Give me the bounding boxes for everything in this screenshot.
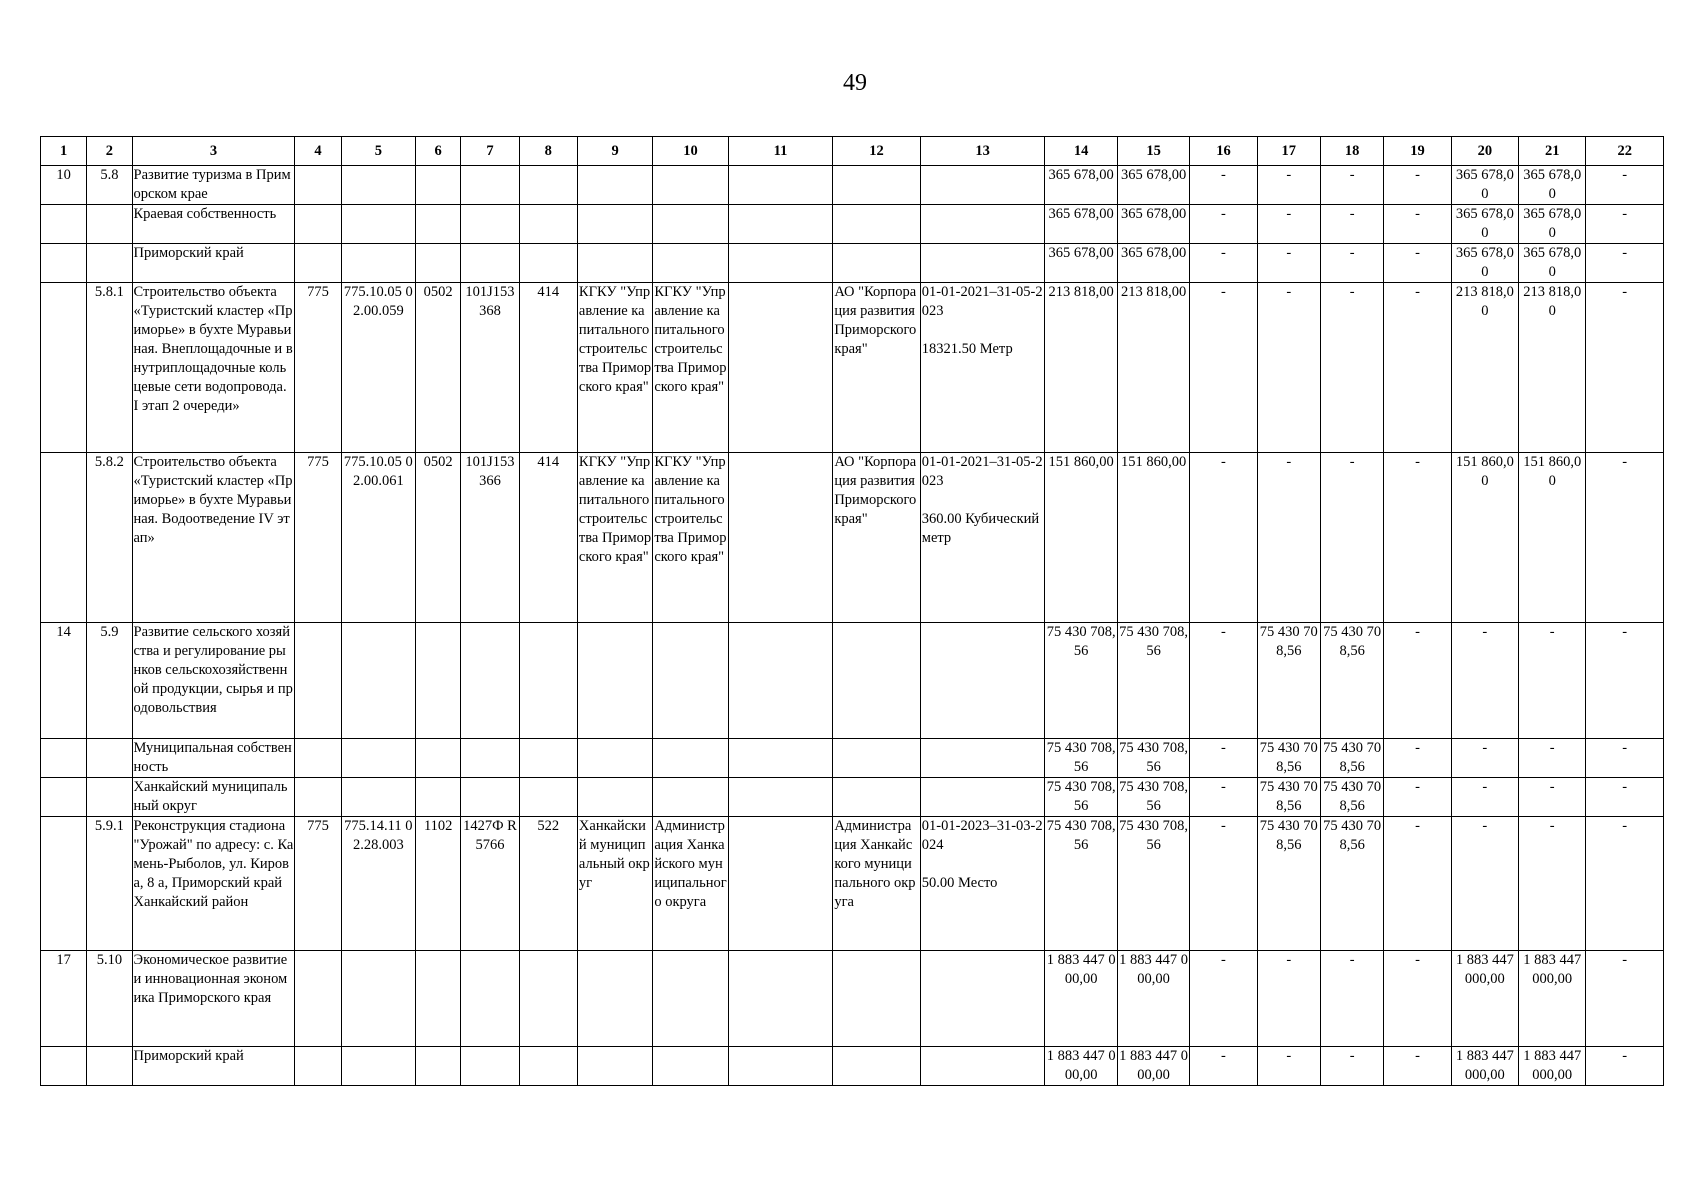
col-14-amount-cell: 1 883 447 000,00	[1045, 1047, 1117, 1086]
col-16-amount-cell: -	[1190, 623, 1257, 739]
header-cell: 3	[132, 137, 295, 166]
col-16-amount-cell: -	[1190, 778, 1257, 817]
col-14-amount-cell: 1 883 447 000,00	[1045, 951, 1117, 1047]
header-cell: 6	[416, 137, 461, 166]
col-18-amount-cell: 75 430 708,56	[1320, 817, 1383, 951]
header-cell: 20	[1451, 137, 1518, 166]
col-20-amount-cell: 365 678,00	[1451, 205, 1518, 244]
col-21-amount-cell: 1 883 447 000,00	[1519, 1047, 1586, 1086]
grbs-code-cell	[295, 244, 341, 283]
col-17-amount-cell: 75 430 708,56	[1257, 739, 1320, 778]
object-name-cell: Развитие сельского хозяйства и регулирование рынков сельскохозяйственной продукции, сырья и продовольствия	[132, 623, 295, 739]
col-17-amount-cell: 75 430 708,56	[1257, 817, 1320, 951]
expense-type-cell: 414	[519, 453, 577, 623]
table-row	[41, 283, 1664, 453]
target-article-cell	[341, 205, 415, 244]
header-cell: 11	[728, 137, 833, 166]
col-19-amount-cell: -	[1384, 283, 1451, 453]
col-16-amount-cell: -	[1190, 205, 1257, 244]
col-22-amount-cell: -	[1586, 205, 1664, 244]
col-21-amount-cell: 213 818,00	[1519, 283, 1586, 453]
expense-type-cell	[519, 244, 577, 283]
header-cell: 4	[295, 137, 341, 166]
row-number-cell: 10	[41, 166, 87, 205]
col-17-amount-cell: -	[1257, 951, 1320, 1047]
row-number-cell	[41, 778, 87, 817]
col-18-amount-cell: -	[1320, 951, 1383, 1047]
expense-article-cell	[461, 166, 519, 205]
col-21-amount-cell: -	[1519, 778, 1586, 817]
col-19-amount-cell: -	[1384, 1047, 1451, 1086]
target-article-cell	[341, 623, 415, 739]
row-number-cell	[41, 453, 87, 623]
col-19-amount-cell: -	[1384, 244, 1451, 283]
col-21-amount-cell: -	[1519, 739, 1586, 778]
col-20-amount-cell: 1 883 447 000,00	[1451, 1047, 1518, 1086]
expense-type-cell	[519, 1047, 577, 1086]
col-22-amount-cell: -	[1586, 778, 1664, 817]
col-16-amount-cell: -	[1190, 1047, 1257, 1086]
developer-cell	[833, 166, 920, 205]
col-14-amount-cell: 365 678,00	[1045, 205, 1117, 244]
recipient-cell	[577, 205, 652, 244]
col-16-amount-cell: -	[1190, 166, 1257, 205]
header-cell: 19	[1384, 137, 1451, 166]
header-cell: 22	[1586, 137, 1664, 166]
col-17-amount-cell: -	[1257, 1047, 1320, 1086]
col-11-cell	[728, 453, 833, 623]
col-15-amount-cell: 75 430 708,56	[1117, 623, 1189, 739]
table-row	[41, 244, 1664, 283]
target-article-cell: 775.10.05 02.00.059	[341, 283, 415, 453]
col-15-amount-cell: 365 678,00	[1117, 244, 1189, 283]
expense-article-cell: 1427Ф R5766	[461, 817, 519, 951]
col-20-amount-cell: -	[1451, 778, 1518, 817]
col-15-amount-cell: 365 678,00	[1117, 166, 1189, 205]
grbs-code-cell	[295, 778, 341, 817]
table-row	[41, 817, 1664, 951]
section-cell: 0502	[416, 283, 461, 453]
header-cell: 9	[577, 137, 652, 166]
col-21-amount-cell: 365 678,00	[1519, 205, 1586, 244]
customer-cell: КГКУ "Управление капитального строительства Приморского края"	[653, 453, 728, 623]
col-11-cell	[728, 1047, 833, 1086]
target-article-cell	[341, 778, 415, 817]
table-row	[41, 1047, 1664, 1086]
header-row	[41, 137, 1664, 166]
col-22-amount-cell: -	[1586, 739, 1664, 778]
col-14-amount-cell: 75 430 708,56	[1045, 817, 1117, 951]
col-11-cell	[728, 166, 833, 205]
row-number-cell	[41, 205, 87, 244]
col-20-amount-cell: 213 818,00	[1451, 283, 1518, 453]
section-code-cell	[87, 244, 132, 283]
col-20-amount-cell: -	[1451, 623, 1518, 739]
developer-cell: АО "Корпорация развития Приморского края"	[833, 283, 920, 453]
col-19-amount-cell: -	[1384, 166, 1451, 205]
section-cell	[416, 166, 461, 205]
col-11-cell	[728, 244, 833, 283]
row-number-cell	[41, 1047, 87, 1086]
col-16-amount-cell: -	[1190, 244, 1257, 283]
grbs-code-cell	[295, 623, 341, 739]
col-17-amount-cell: 75 430 708,56	[1257, 623, 1320, 739]
col-16-amount-cell: -	[1190, 739, 1257, 778]
col-22-amount-cell: -	[1586, 453, 1664, 623]
expense-type-cell	[519, 205, 577, 244]
object-name-cell: Строительство объекта «Туристский кластер «Приморье» в бухте Муравьиная. Внеплощадочные и внутриплощадочные кольцевые сети водопровода. I этап 2 очереди»	[132, 283, 295, 453]
col-20-amount-cell: 151 860,00	[1451, 453, 1518, 623]
object-name-cell: Ханкайский муниципальный округ	[132, 778, 295, 817]
col-14-amount-cell: 213 818,00	[1045, 283, 1117, 453]
table-row	[41, 166, 1664, 205]
section-cell	[416, 778, 461, 817]
col-22-amount-cell: -	[1586, 283, 1664, 453]
expense-type-cell: 414	[519, 283, 577, 453]
col-22-amount-cell: -	[1586, 623, 1664, 739]
section-code-cell	[87, 739, 132, 778]
col-14-amount-cell: 75 430 708,56	[1045, 778, 1117, 817]
section-code-cell: 5.9	[87, 623, 132, 739]
header-cell: 21	[1519, 137, 1586, 166]
header-cell: 13	[920, 137, 1045, 166]
object-name-cell: Приморский край	[132, 1047, 295, 1086]
col-17-amount-cell: -	[1257, 283, 1320, 453]
section-code-cell: 5.8	[87, 166, 132, 205]
section-cell	[416, 623, 461, 739]
row-number-cell	[41, 739, 87, 778]
row-number-cell	[41, 817, 87, 951]
col-18-amount-cell: 75 430 708,56	[1320, 778, 1383, 817]
col-20-amount-cell: -	[1451, 739, 1518, 778]
col-20-amount-cell: -	[1451, 817, 1518, 951]
header-cell: 15	[1117, 137, 1189, 166]
developer-cell	[833, 951, 920, 1047]
object-name-cell: Реконструкция стадиона "Урожай" по адресу: с. Камень-Рыболов, ул. Кирова, 8 а, Приморский край Ханкайский район	[132, 817, 295, 951]
row-number-cell: 14	[41, 623, 87, 739]
col-17-amount-cell: 75 430 708,56	[1257, 778, 1320, 817]
recipient-cell	[577, 166, 652, 205]
col-18-amount-cell: -	[1320, 166, 1383, 205]
developer-cell	[833, 205, 920, 244]
period-and-capacity-cell	[920, 951, 1045, 1047]
recipient-cell	[577, 244, 652, 283]
col-11-cell	[728, 283, 833, 453]
developer-cell	[833, 623, 920, 739]
period-and-capacity-cell: 01-01-2023–31-03-2024 50.00 Место	[920, 817, 1045, 951]
header-cell: 17	[1257, 137, 1320, 166]
section-cell: 0502	[416, 453, 461, 623]
col-21-amount-cell: 151 860,00	[1519, 453, 1586, 623]
developer-cell	[833, 778, 920, 817]
expense-article-cell	[461, 1047, 519, 1086]
col-19-amount-cell: -	[1384, 205, 1451, 244]
recipient-cell	[577, 739, 652, 778]
target-article-cell: 775.14.11 02.28.003	[341, 817, 415, 951]
section-code-cell	[87, 778, 132, 817]
col-17-amount-cell: -	[1257, 453, 1320, 623]
section-cell	[416, 1047, 461, 1086]
header-cell: 8	[519, 137, 577, 166]
customer-cell	[653, 739, 728, 778]
section-code-cell	[87, 1047, 132, 1086]
col-14-amount-cell: 365 678,00	[1045, 244, 1117, 283]
expense-type-cell	[519, 951, 577, 1047]
expense-article-cell	[461, 739, 519, 778]
col-11-cell	[728, 205, 833, 244]
customer-cell	[653, 778, 728, 817]
col-18-amount-cell: -	[1320, 244, 1383, 283]
period-and-capacity-cell: 01-01-2021–31-05-2023 360.00 Кубический метр	[920, 453, 1045, 623]
col-21-amount-cell: 1 883 447 000,00	[1519, 951, 1586, 1047]
expense-type-cell	[519, 778, 577, 817]
section-cell	[416, 739, 461, 778]
header-cell: 2	[87, 137, 132, 166]
col-11-cell	[728, 951, 833, 1047]
col-16-amount-cell: -	[1190, 817, 1257, 951]
target-article-cell	[341, 1047, 415, 1086]
period-and-capacity-cell	[920, 166, 1045, 205]
grbs-code-cell	[295, 205, 341, 244]
period-and-capacity-cell	[920, 623, 1045, 739]
header-cell: 16	[1190, 137, 1257, 166]
header-cell: 5	[341, 137, 415, 166]
col-16-amount-cell: -	[1190, 283, 1257, 453]
table-row	[41, 951, 1664, 1047]
col-22-amount-cell: -	[1586, 166, 1664, 205]
col-21-amount-cell: 365 678,00	[1519, 244, 1586, 283]
col-11-cell	[728, 817, 833, 951]
expense-article-cell	[461, 778, 519, 817]
target-article-cell	[341, 951, 415, 1047]
col-22-amount-cell: -	[1586, 1047, 1664, 1086]
col-15-amount-cell: 75 430 708,56	[1117, 739, 1189, 778]
section-cell	[416, 244, 461, 283]
col-15-amount-cell: 365 678,00	[1117, 205, 1189, 244]
col-18-amount-cell: 75 430 708,56	[1320, 623, 1383, 739]
customer-cell: КГКУ "Управление капитального строительства Приморского края"	[653, 283, 728, 453]
col-11-cell	[728, 623, 833, 739]
col-18-amount-cell: -	[1320, 1047, 1383, 1086]
customer-cell	[653, 244, 728, 283]
section-cell	[416, 951, 461, 1047]
header-cell: 12	[833, 137, 920, 166]
expense-article-cell	[461, 244, 519, 283]
col-17-amount-cell: -	[1257, 244, 1320, 283]
expense-type-cell	[519, 166, 577, 205]
object-name-cell: Экономическое развитие и инновационная экономика Приморского края	[132, 951, 295, 1047]
period-and-capacity-cell	[920, 244, 1045, 283]
section-cell	[416, 205, 461, 244]
object-name-cell: Приморский край	[132, 244, 295, 283]
col-18-amount-cell: -	[1320, 453, 1383, 623]
section-code-cell: 5.9.1	[87, 817, 132, 951]
developer-cell: АО "Корпорация развития Приморского края"	[833, 453, 920, 623]
table-row	[41, 205, 1664, 244]
col-20-amount-cell: 365 678,00	[1451, 244, 1518, 283]
recipient-cell: КГКУ "Управление капитального строительства Приморского края"	[577, 453, 652, 623]
customer-cell	[653, 166, 728, 205]
col-19-amount-cell: -	[1384, 817, 1451, 951]
section-code-cell: 5.8.2	[87, 453, 132, 623]
section-code-cell: 5.10	[87, 951, 132, 1047]
header-cell: 1	[41, 137, 87, 166]
col-14-amount-cell: 365 678,00	[1045, 166, 1117, 205]
period-and-capacity-cell	[920, 1047, 1045, 1086]
col-15-amount-cell: 75 430 708,56	[1117, 778, 1189, 817]
grbs-code-cell: 775	[295, 817, 341, 951]
page-number: 49	[843, 70, 867, 96]
col-22-amount-cell: -	[1586, 244, 1664, 283]
col-19-amount-cell: -	[1384, 453, 1451, 623]
period-and-capacity-cell	[920, 778, 1045, 817]
expense-type-cell: 522	[519, 817, 577, 951]
header-cell: 14	[1045, 137, 1117, 166]
expense-article-cell	[461, 205, 519, 244]
col-21-amount-cell: -	[1519, 817, 1586, 951]
recipient-cell: Ханкайский муниципальный округ	[577, 817, 652, 951]
object-name-cell: Краевая собственность	[132, 205, 295, 244]
section-code-cell: 5.8.1	[87, 283, 132, 453]
customer-cell: Администрация Ханкайского муниципального округа	[653, 817, 728, 951]
col-15-amount-cell: 1 883 447 000,00	[1117, 951, 1189, 1047]
header-cell: 10	[653, 137, 728, 166]
col-18-amount-cell: -	[1320, 283, 1383, 453]
col-16-amount-cell: -	[1190, 951, 1257, 1047]
grbs-code-cell	[295, 166, 341, 205]
grbs-code-cell: 775	[295, 283, 341, 453]
col-19-amount-cell: -	[1384, 778, 1451, 817]
expense-type-cell	[519, 623, 577, 739]
table-row	[41, 623, 1664, 739]
col-15-amount-cell: 151 860,00	[1117, 453, 1189, 623]
row-number-cell	[41, 283, 87, 453]
col-16-amount-cell: -	[1190, 453, 1257, 623]
period-and-capacity-cell: 01-01-2021–31-05-2023 18321.50 Метр	[920, 283, 1045, 453]
object-name-cell: Строительство объекта «Туристский кластер «Приморье» в бухте Муравьиная. Водоотведение IV этап»	[132, 453, 295, 623]
recipient-cell	[577, 951, 652, 1047]
col-21-amount-cell: -	[1519, 623, 1586, 739]
object-name-cell: Муниципальная собственность	[132, 739, 295, 778]
customer-cell	[653, 205, 728, 244]
developer-cell: Администрация Ханкайского муниципального округа	[833, 817, 920, 951]
header-cell: 18	[1320, 137, 1383, 166]
expense-article-cell	[461, 951, 519, 1047]
customer-cell	[653, 951, 728, 1047]
col-15-amount-cell: 1 883 447 000,00	[1117, 1047, 1189, 1086]
target-article-cell: 775.10.05 02.00.061	[341, 453, 415, 623]
col-14-amount-cell: 75 430 708,56	[1045, 739, 1117, 778]
col-15-amount-cell: 75 430 708,56	[1117, 817, 1189, 951]
developer-cell	[833, 244, 920, 283]
col-18-amount-cell: 75 430 708,56	[1320, 739, 1383, 778]
col-20-amount-cell: 365 678,00	[1451, 166, 1518, 205]
header-cell: 7	[461, 137, 519, 166]
row-number-cell: 17	[41, 951, 87, 1047]
col-22-amount-cell: -	[1586, 817, 1664, 951]
row-number-cell	[41, 244, 87, 283]
col-11-cell	[728, 739, 833, 778]
table-row	[41, 739, 1664, 778]
table-row	[41, 453, 1664, 623]
grbs-code-cell	[295, 951, 341, 1047]
period-and-capacity-cell	[920, 739, 1045, 778]
grbs-code-cell	[295, 1047, 341, 1086]
grbs-code-cell: 775	[295, 453, 341, 623]
period-and-capacity-cell	[920, 205, 1045, 244]
col-22-amount-cell: -	[1586, 951, 1664, 1047]
table-row	[41, 778, 1664, 817]
expense-article-cell: 101J153 366	[461, 453, 519, 623]
target-article-cell	[341, 166, 415, 205]
object-name-cell: Развитие туризма в Приморском крае	[132, 166, 295, 205]
col-15-amount-cell: 213 818,00	[1117, 283, 1189, 453]
table-body	[41, 166, 1664, 1086]
col-19-amount-cell: -	[1384, 623, 1451, 739]
col-19-amount-cell: -	[1384, 739, 1451, 778]
grbs-code-cell	[295, 739, 341, 778]
section-code-cell	[87, 205, 132, 244]
target-article-cell	[341, 244, 415, 283]
expense-article-cell: 101J153 368	[461, 283, 519, 453]
col-11-cell	[728, 778, 833, 817]
section-cell: 1102	[416, 817, 461, 951]
customer-cell	[653, 623, 728, 739]
recipient-cell	[577, 623, 652, 739]
recipient-cell	[577, 778, 652, 817]
col-17-amount-cell: -	[1257, 166, 1320, 205]
recipient-cell: КГКУ "Управление капитального строительства Приморского края"	[577, 283, 652, 453]
expense-type-cell	[519, 739, 577, 778]
target-article-cell	[341, 739, 415, 778]
col-19-amount-cell: -	[1384, 951, 1451, 1047]
col-18-amount-cell: -	[1320, 205, 1383, 244]
customer-cell	[653, 1047, 728, 1086]
budget-table	[40, 136, 1664, 1086]
col-20-amount-cell: 1 883 447 000,00	[1451, 951, 1518, 1047]
developer-cell	[833, 1047, 920, 1086]
col-21-amount-cell: 365 678,00	[1519, 166, 1586, 205]
recipient-cell	[577, 1047, 652, 1086]
expense-article-cell	[461, 623, 519, 739]
col-17-amount-cell: -	[1257, 205, 1320, 244]
col-14-amount-cell: 75 430 708,56	[1045, 623, 1117, 739]
col-14-amount-cell: 151 860,00	[1045, 453, 1117, 623]
developer-cell	[833, 739, 920, 778]
